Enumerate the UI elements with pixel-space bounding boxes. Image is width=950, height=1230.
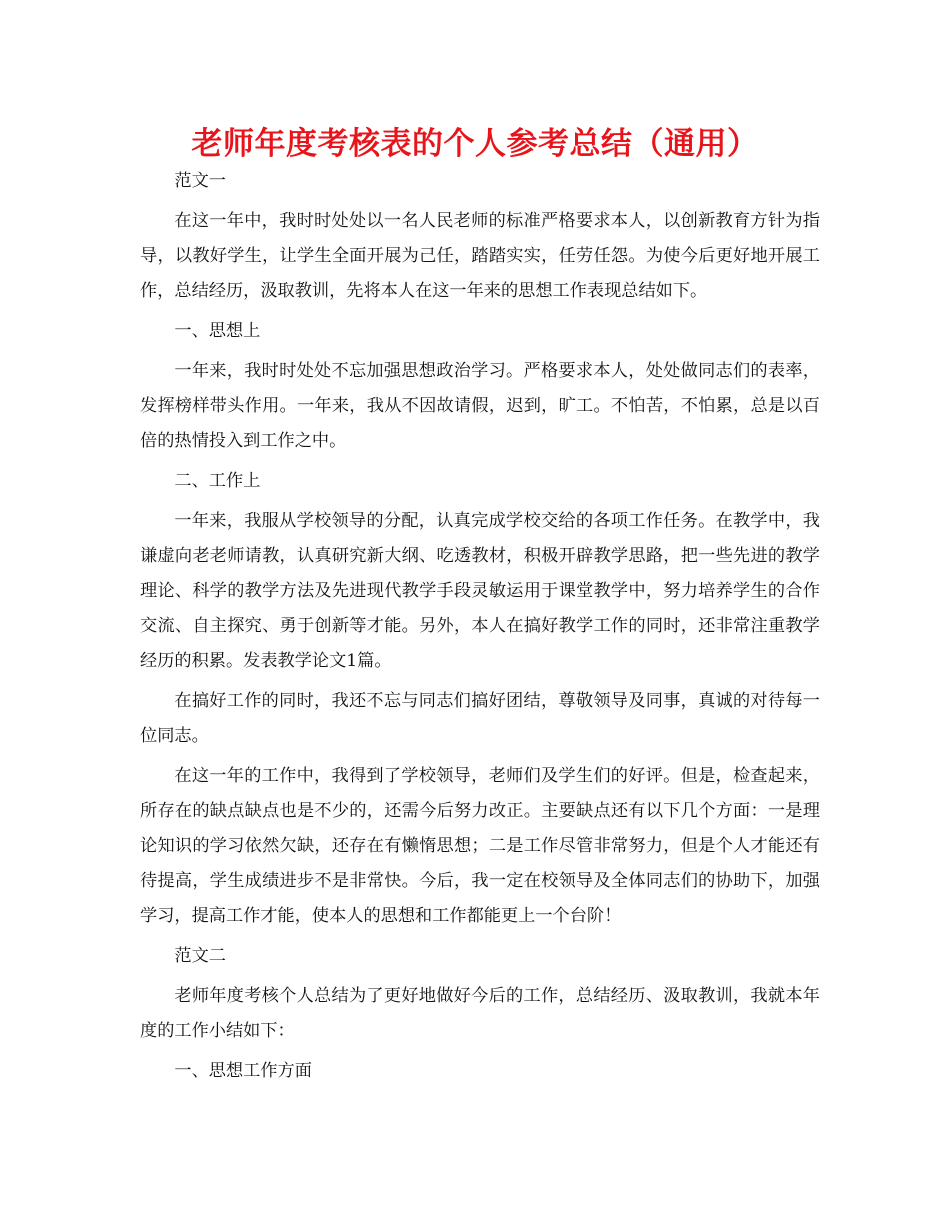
- section-heading: 一、思想上: [174, 321, 261, 341]
- document-title: 老师年度考核表的个人参考总结（通用）: [191, 126, 759, 162]
- document-body: [140, 164, 820, 1089]
- body-paragraph: 在搞好工作的同时，我还不忘与同志们搞好团结，尊敬领导及同事，真诚的对待每一位同志。: [140, 691, 820, 746]
- body-paragraph: 一年来，我服从学校领导的分配，认真完成学校交给的各项工作任务。在教学中，我谦虚向老老师请教，认真研究新大纲、吃透教材，积极开辟教学思路，把一些先进的教学理论、科学的教学方法及先进现代教学手段灵敏运用于课堂教学中，努力培养学生的合作交流、自主探究、勇于创新等才能。另外，本人在搞好教学工作的同时，还非常注重教学经历的积累。发表教学论文1篇。: [140, 511, 820, 671]
- body-paragraph: 老师年度考核个人总结为了更好地做好今后的工作，总结经历、汲取教训，我就本年度的工作小结如下：: [140, 986, 820, 1041]
- section-heading: 一、思想工作方面: [174, 1061, 312, 1081]
- body-paragraph: 一年来，我时时处处不忘加强思想政治学习。严格要求本人，处处做同志们的表率，发挥榜样带头作用。一年来，我从不因故请假，迟到，旷工。不怕苦，不怕累，总是以百倍的热情投入到工作之中。: [140, 361, 820, 451]
- body-paragraph: 在这一年中，我时时处处以一名人民老师的标准严格要求本人，以创新教育方针为指导，以教好学生，让学生全面开展为己任，踏踏实实，任劳任怨。为使今后更好地开展工作，总结经历，汲取教训，先将本人在这一年来的思想工作表现总结如下。: [140, 211, 820, 301]
- section-heading: 范文一: [174, 171, 226, 191]
- body-paragraph: 在这一年的工作中，我得到了学校领导，老师们及学生们的好评。但是，检查起来，所存在的缺点缺点也是不少的，还需今后努力改正。主要缺点还有以下几个方面：一是理论知识的学习依然欠缺，还存在有懒惰思想；二是工作尽管非常努力，但是个人才能还有待提高，学生成绩进步不是非常快。今后，我一定在校领导及全体同志们的协助下，加强学习，提高工作才能，使本人的思想和工作都能更上一个台阶！: [140, 766, 820, 926]
- section-heading: 二、工作上: [174, 471, 261, 491]
- section-heading: 范文二: [174, 946, 226, 966]
